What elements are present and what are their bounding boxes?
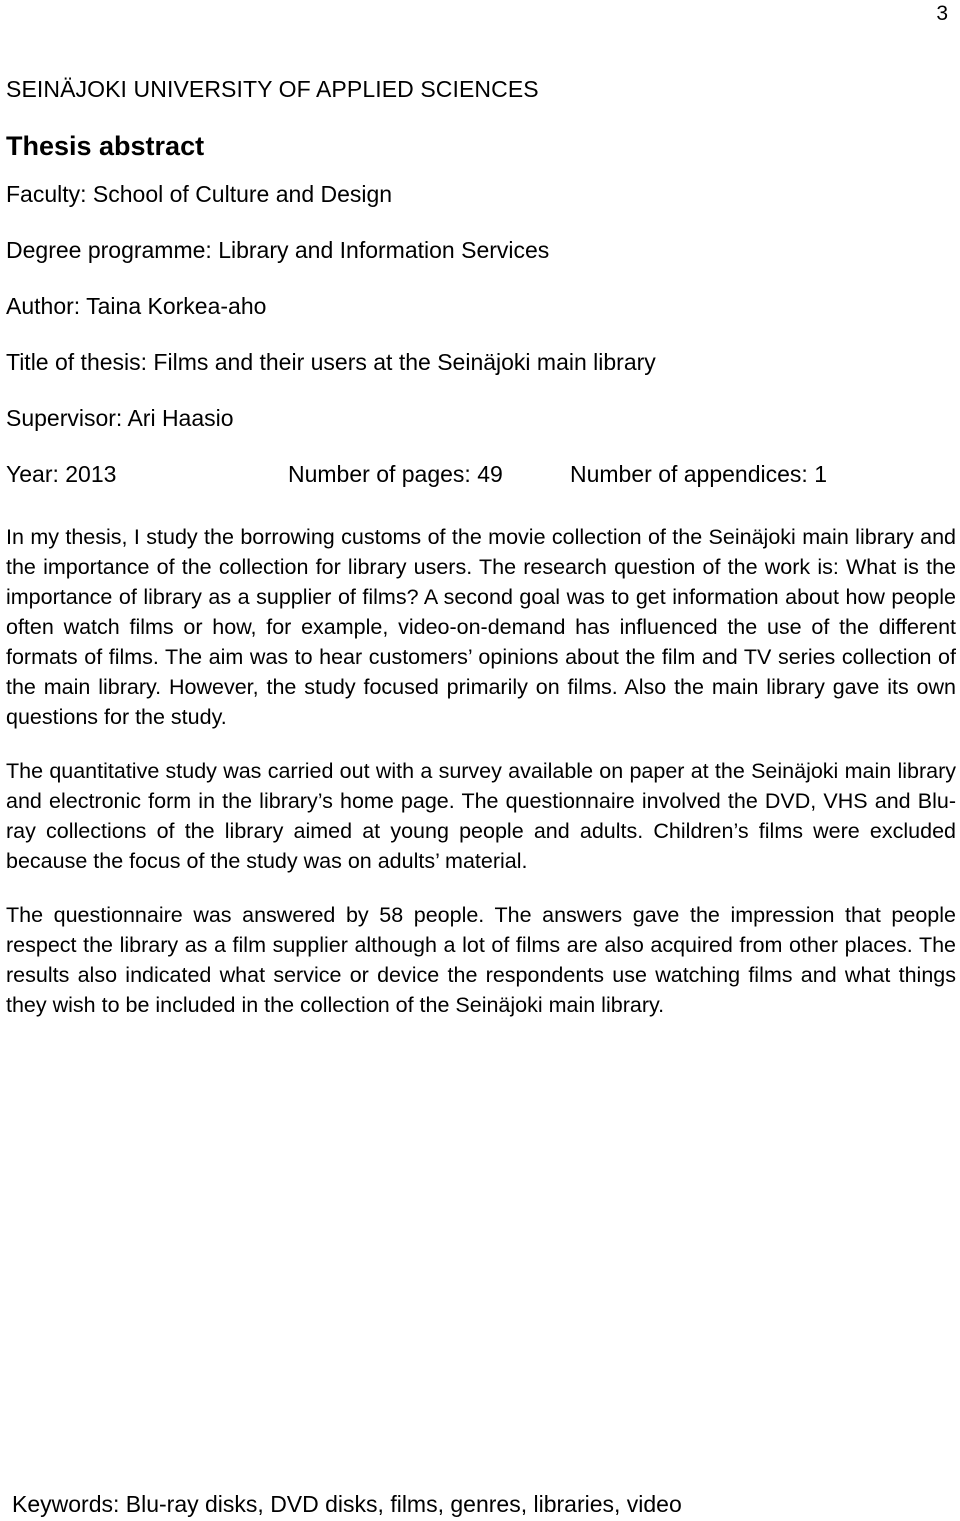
abstract-paragraph: The questionnaire was answered by 58 people. The answers gave the impression that people respect the library as a film supplier although a lot of films are also acquired from other places. The results also indicated what service or device the respondents use watching films and what things they wish to be included in the collection of the Seinäjoki main library. <box>6 903 956 1017</box>
thesis-title-line: Title of thesis: Films and their users at the Seinäjoki main library <box>6 349 656 375</box>
year-field: Year: 2013 <box>6 461 117 487</box>
supervisor-line: Supervisor: Ari Haasio <box>6 405 234 431</box>
university-name: SEINÄJOKI UNIVERSITY OF APPLIED SCIENCES <box>6 76 539 102</box>
abstract-page <box>6 72 956 1020</box>
appendix-count-field: Number of appendices: 1 <box>570 461 827 487</box>
page-count-field: Number of pages: 49 <box>288 461 503 487</box>
page-number: 3 <box>936 2 948 25</box>
page-title: Thesis abstract <box>6 131 205 161</box>
publication-details-row <box>6 446 956 502</box>
author-line: Author: Taina Korkea-aho <box>6 293 267 319</box>
abstract-paragraph: In my thesis, I study the borrowing customs of the movie collection of the Seinäjoki main library and the importance of the collection for library users. The research question of the work is: What is the importance of library as a supplier of films? A second goal was to get information about how people often watch films or how, for example, video-on-demand has influenced the use of the different formats of films. The aim was to hear customers’ opinions about the film and TV series collection of the main library. However, the study focused primarily on films. Also the main library gave its own questions for the study. <box>6 525 956 729</box>
faculty-line: Faculty: School of Culture and Design <box>6 181 393 207</box>
degree-programme-line: Degree programme: Library and Information Services <box>6 237 550 263</box>
keywords-line: Keywords: Blu-ray disks, DVD disks, films, genres, libraries, video <box>12 1491 682 1517</box>
abstract-paragraph: The quantitative study was carried out with a survey available on paper at the Seinäjoki main library and electronic form in the library’s home page. The questionnaire involved the DVD, VHS and Blu-ray collections of the library aimed at young people and adults. Children’s films were excluded because the focus of the study was on adults’ material. <box>6 759 956 873</box>
